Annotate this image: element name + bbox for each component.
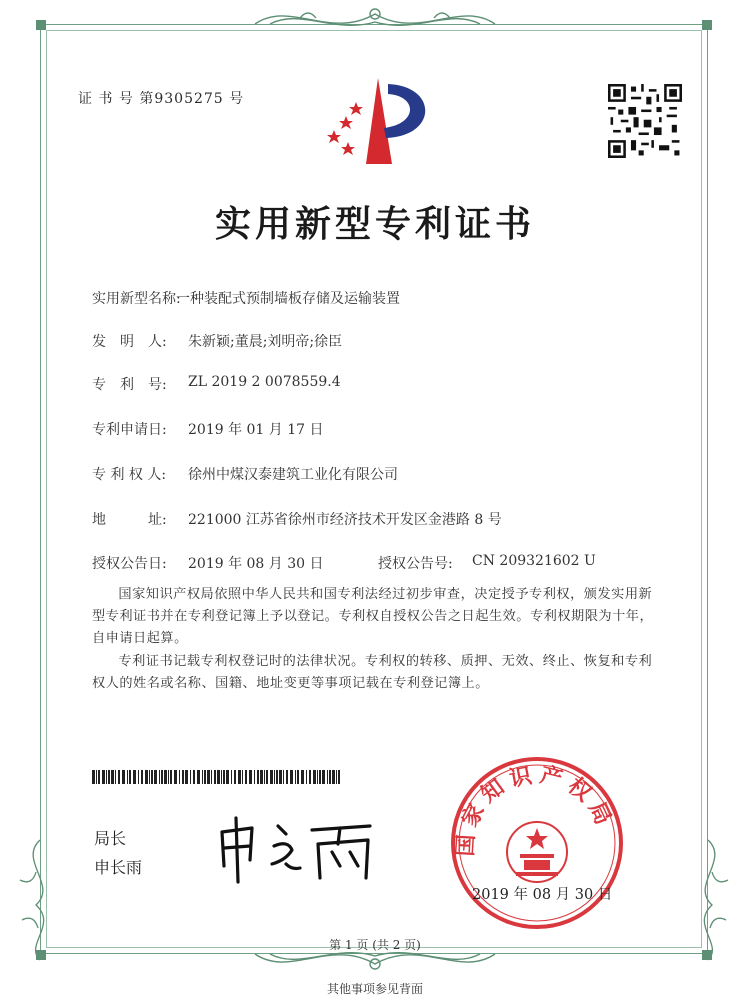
utility-name-label: 实用新型名称: xyxy=(92,291,181,307)
grant-date-label: 授权公告日: xyxy=(92,556,167,572)
page-indicator: 第 1 页 (共 2 页) xyxy=(329,938,421,952)
grant-date-value: 2019 年 08 月 30 日 xyxy=(188,556,324,572)
back-side-note: 其他事项参见背面 xyxy=(326,982,423,996)
seal-date: 2019 年 08 月 30 日 xyxy=(472,887,613,903)
inventor-label: 发 明 人: xyxy=(92,334,167,350)
patent-number-label: 专 利 号: xyxy=(92,377,167,393)
certificate-title: 实用新型专利证书 xyxy=(214,203,535,245)
utility-name-value: 一种装配式预制墙板存储及运输装置 xyxy=(176,291,400,307)
patent-number-value: ZL 2019 2 0078559.4 xyxy=(188,374,341,390)
body-paragraph-2: 专利证书记载专利权登记时的法律状况。专利权的转移、质押、无效、终止、恢复和专利权人的姓名或名称、国籍、地址变更等事项记载在专利登记簿上。 xyxy=(92,654,653,691)
svg-text:国家知识产权局: 国家知识产权局 xyxy=(453,762,618,858)
patent-holder-value: 徐州中煤汉泰建筑工业化有限公司 xyxy=(188,467,398,483)
signer-role: 局长 xyxy=(94,829,127,848)
grant-number-value: CN 209321602 U xyxy=(472,553,596,569)
body-paragraph-1: 国家知识产权局依照中华人民共和国专利法经过初步审查，决定授予专利权，颁发实用新型专利证书并在专利登记簿上予以登记。专利权自授权公告之日起生效。专利权期限为十年，自申请日起算。 xyxy=(92,587,654,646)
address-value: 221000 江苏省徐州市经济技术开发区金港路 8 号 xyxy=(188,512,502,528)
official-seal-icon xyxy=(448,754,626,932)
handwritten-signature xyxy=(200,808,380,888)
grant-number-label: 授权公告号: xyxy=(378,556,453,572)
certificate-number: 证 书 号 第9305275 号 xyxy=(78,91,245,107)
signer-name: 申长雨 xyxy=(94,858,143,877)
application-date-value: 2019 年 01 月 17 日 xyxy=(188,422,324,438)
address-label: 地 址: xyxy=(92,512,167,528)
barcode-icon xyxy=(92,770,342,784)
inventor-value: 朱新颖;董晨;刘明帝;徐臣 xyxy=(188,334,343,350)
qr-code-icon xyxy=(608,84,682,158)
application-date-label: 专利申请日: xyxy=(92,422,167,438)
patent-holder-label: 专 利 权 人: xyxy=(92,467,167,483)
cnipa-logo-icon xyxy=(318,76,438,166)
